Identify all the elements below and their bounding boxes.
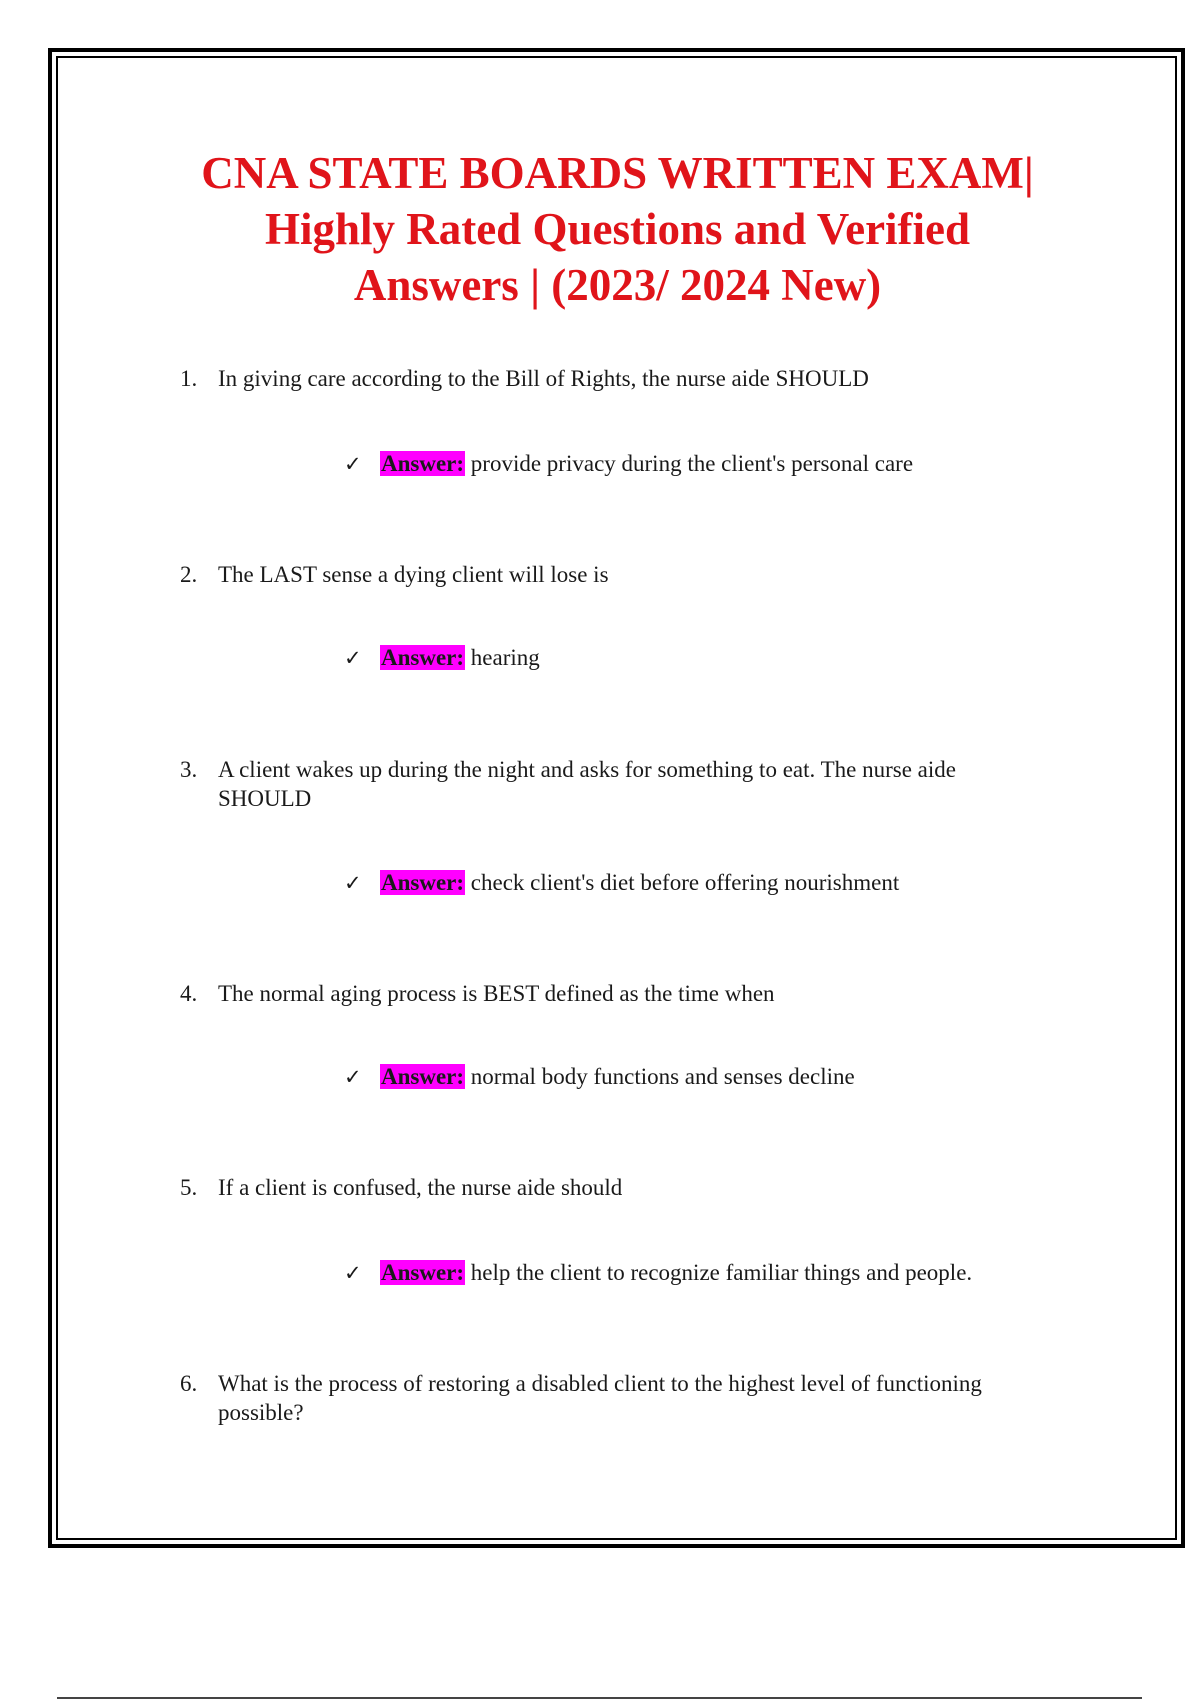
question-text: In giving care according to the Bill of Rights, the nurse aide SHOULD (218, 366, 869, 391)
answer-text: help the client to recognize familiar things and people. (470, 1260, 973, 1285)
question-number: 4. (180, 981, 198, 1006)
checkmark-icon: ✓ (344, 1065, 362, 1089)
answer-text: hearing (470, 645, 540, 670)
answer-5 (344, 1258, 972, 1288)
title-line-2: Highly Rated Questions and Verified (264, 204, 971, 254)
checkmark-icon: ✓ (344, 871, 362, 895)
question-6 (180, 1369, 1040, 1427)
question-number: 2. (180, 562, 198, 587)
question-number: 1. (180, 366, 198, 391)
answer-label: Answer: (381, 451, 465, 476)
question-number: 6. (180, 1371, 198, 1396)
answer-3 (344, 868, 899, 898)
footer-rule (57, 1697, 1142, 1699)
answer-text: normal body functions and senses decline (470, 1064, 855, 1089)
question-text: The LAST sense a dying client will lose is (218, 562, 609, 587)
answer-text: provide privacy during the client's personal care (470, 451, 914, 476)
answer-text: check client's diet before offering nourishment (470, 870, 900, 895)
title-line-3: Answers | (2023/ 2024 New) (353, 260, 882, 310)
answer-label: Answer: (381, 1260, 465, 1285)
question-number: 3. (180, 757, 198, 782)
question-text: The normal aging process is BEST defined as the time when (218, 981, 775, 1006)
question-5 (180, 1173, 1040, 1202)
title-line-1: CNA STATE BOARDS WRITTEN EXAM| (201, 148, 1034, 198)
question-text: What is the process of restoring a disabled client to the highest level of functioning possible? (218, 1371, 982, 1425)
answer-1 (344, 449, 913, 479)
answer-label: Answer: (381, 870, 465, 895)
answer-2 (344, 643, 540, 673)
question-4 (180, 979, 1040, 1008)
question-number: 5. (180, 1175, 198, 1200)
question-text: If a client is confused, the nurse aide should (218, 1175, 623, 1200)
document-title (100, 145, 1135, 313)
checkmark-icon: ✓ (344, 646, 362, 670)
answer-label: Answer: (381, 645, 465, 670)
checkmark-icon: ✓ (344, 452, 362, 476)
question-3 (180, 755, 1040, 813)
answer-4 (344, 1062, 855, 1092)
question-text: A client wakes up during the night and asks for something to eat. The nurse aide SHOULD (218, 757, 956, 811)
checkmark-icon: ✓ (344, 1261, 362, 1285)
answer-label: Answer: (381, 1064, 465, 1089)
question-1 (180, 364, 1040, 393)
question-2 (180, 560, 1040, 589)
